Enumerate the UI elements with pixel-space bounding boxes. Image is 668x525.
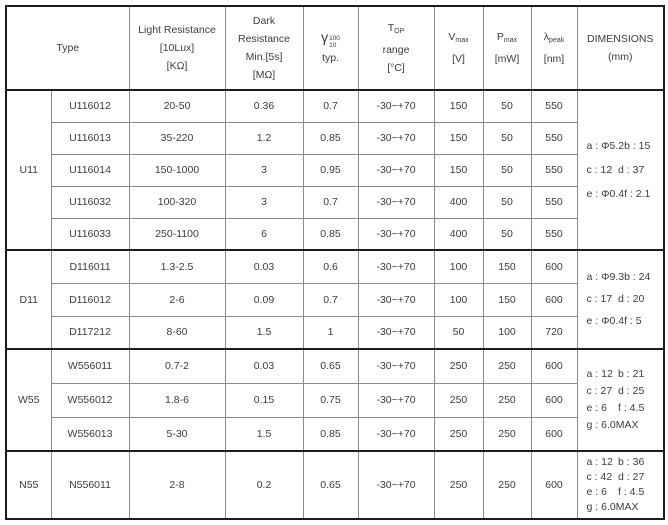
dimension-value: b : 24 bbox=[624, 271, 651, 283]
cell-pmax: 50 bbox=[483, 122, 531, 154]
dimension-value: e : 6 bbox=[586, 402, 607, 414]
dimension-value: a : Φ5.2 bbox=[586, 139, 625, 152]
header-line bbox=[359, 19, 434, 41]
dimension-value: f : 5 bbox=[624, 315, 642, 327]
header-line: Type bbox=[56, 42, 80, 54]
header-line: [MΩ] bbox=[252, 69, 276, 81]
cell-top: -30~+70 bbox=[358, 154, 434, 186]
cell-light: 150-1000 bbox=[129, 154, 225, 186]
row-N556011 bbox=[6, 451, 664, 519]
row-W556013 bbox=[6, 417, 664, 451]
vmax-base: V bbox=[448, 31, 456, 43]
cell-light: 1.3-2.5 bbox=[129, 250, 225, 283]
dimension-value: e : 6 bbox=[586, 486, 607, 498]
cell-pmax: 100 bbox=[483, 316, 531, 349]
cell-lambda: 600 bbox=[531, 383, 577, 417]
dimension-value: b : 21 bbox=[618, 368, 645, 380]
cell-gamma: 0.85 bbox=[303, 218, 358, 250]
cell-lambda: 600 bbox=[531, 250, 577, 283]
cell-pmax: 250 bbox=[483, 349, 531, 383]
dimension-line bbox=[587, 500, 659, 515]
cell-dark: 0.36 bbox=[225, 90, 303, 122]
row-U116013 bbox=[6, 122, 664, 154]
gamma-ratio bbox=[329, 35, 340, 49]
cell-top: -30~+70 bbox=[358, 383, 434, 417]
cell-model: D117212 bbox=[51, 316, 129, 349]
cell-model: N556011 bbox=[51, 451, 129, 519]
cell-dark: 0.15 bbox=[225, 383, 303, 417]
row-U116014 bbox=[6, 154, 664, 186]
col-header-gamma bbox=[303, 6, 358, 90]
dimensions-cell bbox=[577, 90, 664, 250]
header-line: Min.[5s] bbox=[245, 51, 283, 63]
header-line: typ. bbox=[322, 52, 339, 64]
dimension-value: a : Φ9.3 bbox=[586, 271, 625, 283]
cell-model: U116012 bbox=[51, 90, 129, 122]
header-line: range bbox=[382, 44, 410, 56]
cell-gamma: 0.7 bbox=[303, 90, 358, 122]
cell-lambda: 600 bbox=[531, 349, 577, 383]
cell-top: -30~+70 bbox=[358, 417, 434, 451]
dimension-value: g : 6.0MAX bbox=[586, 501, 639, 513]
dimension-value: d : 25 bbox=[618, 385, 645, 397]
cell-light: 250-1100 bbox=[129, 218, 225, 250]
group-name-cell: N55 bbox=[6, 451, 51, 519]
col-header-dark-resistance bbox=[225, 6, 303, 90]
dimension-line bbox=[587, 163, 659, 178]
cell-lambda: 600 bbox=[531, 283, 577, 316]
col-header-light-resistance bbox=[129, 6, 225, 90]
cell-model: W556011 bbox=[51, 349, 129, 383]
cell-top: -30~+70 bbox=[358, 90, 434, 122]
cell-dark: 3 bbox=[225, 186, 303, 218]
cell-pmax: 150 bbox=[483, 250, 531, 283]
dimension-value: f : 2.1 bbox=[624, 187, 651, 200]
dimension-value: f : 4.5 bbox=[618, 402, 645, 414]
cell-top: -30~+70 bbox=[358, 218, 434, 250]
dimension-value: d : 37 bbox=[618, 163, 645, 176]
dimension-value: b : 36 bbox=[618, 456, 645, 468]
header-line: Resistance bbox=[238, 33, 290, 45]
cell-vmax: 400 bbox=[434, 186, 483, 218]
cell-vmax: 400 bbox=[434, 218, 483, 250]
cell-top: -30~+70 bbox=[358, 186, 434, 218]
cell-light: 100-320 bbox=[129, 186, 225, 218]
row-W556012 bbox=[6, 383, 664, 417]
cell-vmax: 50 bbox=[434, 316, 483, 349]
cell-lambda: 550 bbox=[531, 122, 577, 154]
cell-dark: 6 bbox=[225, 218, 303, 250]
vmax-sub: max bbox=[455, 37, 469, 44]
dimension-value: d : 27 bbox=[618, 471, 645, 483]
cell-gamma: 0.65 bbox=[303, 349, 358, 383]
cell-gamma: 0.7 bbox=[303, 283, 358, 316]
cell-pmax: 250 bbox=[483, 417, 531, 451]
dimension-line bbox=[587, 314, 659, 329]
dimension-line bbox=[587, 418, 659, 433]
header-line: [10Lux] bbox=[159, 42, 195, 54]
cell-model: U116014 bbox=[51, 154, 129, 186]
header-line: [V] bbox=[452, 53, 465, 65]
pmax-base: P bbox=[496, 31, 504, 43]
header-line bbox=[484, 28, 531, 50]
dimension-value: e : Φ0.4 bbox=[586, 187, 625, 200]
dimension-line bbox=[587, 292, 659, 307]
group-name-cell: U11 bbox=[6, 90, 51, 250]
cell-lambda: 550 bbox=[531, 186, 577, 218]
dimension-value: c : 42 bbox=[586, 471, 613, 483]
col-header-type bbox=[6, 6, 129, 90]
cell-pmax: 150 bbox=[483, 283, 531, 316]
gamma-symbol: γ bbox=[321, 29, 329, 45]
dimension-line bbox=[587, 470, 659, 485]
dimension-line bbox=[587, 401, 659, 416]
cell-top: -30~+70 bbox=[358, 283, 434, 316]
dimension-value: c : 12 bbox=[586, 163, 613, 176]
cell-vmax: 150 bbox=[434, 154, 483, 186]
cell-dark: 0.09 bbox=[225, 283, 303, 316]
top-sub: OP bbox=[394, 28, 405, 35]
group-name-cell: D11 bbox=[6, 250, 51, 349]
dimension-value: e : Φ0.4 bbox=[586, 315, 625, 327]
row-D117212 bbox=[6, 316, 664, 349]
header-line bbox=[532, 28, 577, 50]
cell-top: -30~+70 bbox=[358, 316, 434, 349]
cell-model: D116011 bbox=[51, 250, 129, 283]
row-U116012 bbox=[6, 90, 664, 122]
cell-model: U116013 bbox=[51, 122, 129, 154]
cell-model: D116012 bbox=[51, 283, 129, 316]
header-line: [mW] bbox=[494, 53, 520, 65]
lambda-sub: peak bbox=[549, 37, 565, 44]
gamma-sub: 10 bbox=[329, 42, 337, 49]
col-header-dimensions bbox=[577, 6, 664, 90]
dimension-line bbox=[587, 270, 659, 285]
cell-vmax: 250 bbox=[434, 451, 483, 519]
dimension-value: b : 15 bbox=[624, 139, 651, 152]
dimension-line bbox=[587, 139, 659, 154]
dimension-value: g : 6.0MAX bbox=[586, 419, 639, 431]
col-header-lambda-peak bbox=[531, 6, 577, 90]
dimension-value: d : 20 bbox=[618, 293, 645, 305]
spec-table bbox=[5, 5, 665, 520]
cell-lambda: 600 bbox=[531, 417, 577, 451]
cell-model: W556012 bbox=[51, 383, 129, 417]
cell-vmax: 150 bbox=[434, 122, 483, 154]
cell-top: -30~+70 bbox=[358, 349, 434, 383]
pmax-sub: max bbox=[503, 37, 518, 44]
cell-vmax: 250 bbox=[434, 417, 483, 451]
cell-light: 5-30 bbox=[129, 417, 225, 451]
header-line: DIMENSIONS bbox=[587, 33, 654, 45]
cell-light: 20-50 bbox=[129, 90, 225, 122]
col-header-pmax bbox=[483, 6, 531, 90]
dimension-line bbox=[587, 384, 659, 399]
dimension-line bbox=[587, 455, 659, 470]
cell-gamma: 1 bbox=[303, 316, 358, 349]
header-line bbox=[304, 29, 358, 49]
top-base: T bbox=[387, 22, 395, 34]
dimension-value: a : 12 bbox=[586, 456, 613, 468]
cell-top: -30~+70 bbox=[358, 250, 434, 283]
cell-model: W556013 bbox=[51, 417, 129, 451]
cell-pmax: 250 bbox=[483, 451, 531, 519]
dimension-value: a : 12 bbox=[586, 368, 613, 380]
cell-gamma: 0.6 bbox=[303, 250, 358, 283]
cell-model: U116032 bbox=[51, 186, 129, 218]
cell-pmax: 50 bbox=[483, 90, 531, 122]
cell-top: -30~+70 bbox=[358, 122, 434, 154]
cell-vmax: 100 bbox=[434, 283, 483, 316]
cell-dark: 1.5 bbox=[225, 417, 303, 451]
table-body bbox=[6, 90, 664, 519]
row-D116012 bbox=[6, 283, 664, 316]
cell-gamma: 0.7 bbox=[303, 186, 358, 218]
cell-dark: 3 bbox=[225, 154, 303, 186]
cell-gamma: 0.95 bbox=[303, 154, 358, 186]
cell-light: 35-220 bbox=[129, 122, 225, 154]
cell-lambda: 550 bbox=[531, 90, 577, 122]
cell-gamma: 0.65 bbox=[303, 451, 358, 519]
gamma-sup: 100 bbox=[329, 35, 340, 42]
cell-pmax: 50 bbox=[483, 218, 531, 250]
cell-lambda: 600 bbox=[531, 451, 577, 519]
cell-light: 2-6 bbox=[129, 283, 225, 316]
row-U116033 bbox=[6, 218, 664, 250]
lambda-base: λ bbox=[543, 31, 550, 43]
cell-light: 1.8-6 bbox=[129, 383, 225, 417]
dimension-value: c : 17 bbox=[586, 293, 613, 305]
cell-light: 0.7-2 bbox=[129, 349, 225, 383]
cell-vmax: 150 bbox=[434, 90, 483, 122]
cell-lambda: 550 bbox=[531, 218, 577, 250]
header-line: Dark bbox=[252, 15, 276, 27]
cell-gamma: 0.75 bbox=[303, 383, 358, 417]
dimension-value: f : 4.5 bbox=[618, 486, 645, 498]
cell-vmax: 250 bbox=[434, 383, 483, 417]
header-line: [nm] bbox=[543, 53, 565, 65]
cell-light: 2-8 bbox=[129, 451, 225, 519]
cell-dark: 0.03 bbox=[225, 250, 303, 283]
header-line: (mm) bbox=[608, 51, 633, 63]
cell-lambda: 720 bbox=[531, 316, 577, 349]
cell-dark: 1.2 bbox=[225, 122, 303, 154]
group-name-cell: W55 bbox=[6, 349, 51, 451]
dimensions-cell bbox=[577, 349, 664, 451]
cell-light: 8-60 bbox=[129, 316, 225, 349]
dimension-line bbox=[587, 367, 659, 382]
dimensions-cell bbox=[577, 250, 664, 349]
header-line: [KΩ] bbox=[166, 60, 188, 72]
dimension-line bbox=[587, 485, 659, 500]
cell-dark: 0.03 bbox=[225, 349, 303, 383]
col-header-vmax bbox=[434, 6, 483, 90]
cell-model: U116033 bbox=[51, 218, 129, 250]
cell-dark: 1.5 bbox=[225, 316, 303, 349]
dimension-line bbox=[587, 187, 659, 202]
header-line: Light Resistance bbox=[138, 24, 216, 36]
header-row bbox=[6, 6, 664, 90]
row-D116011 bbox=[6, 250, 664, 283]
cell-pmax: 50 bbox=[483, 154, 531, 186]
row-U116032 bbox=[6, 186, 664, 218]
row-W556011 bbox=[6, 349, 664, 383]
header-line: [°C] bbox=[387, 62, 405, 74]
dimensions-cell bbox=[577, 451, 664, 519]
dimension-value: c : 27 bbox=[586, 385, 613, 397]
cell-pmax: 250 bbox=[483, 383, 531, 417]
cell-lambda: 550 bbox=[531, 154, 577, 186]
cell-vmax: 250 bbox=[434, 349, 483, 383]
cell-gamma: 0.85 bbox=[303, 417, 358, 451]
col-header-top-range bbox=[358, 6, 434, 90]
cell-gamma: 0.85 bbox=[303, 122, 358, 154]
cell-vmax: 100 bbox=[434, 250, 483, 283]
cell-pmax: 50 bbox=[483, 186, 531, 218]
cell-top: -30~+70 bbox=[358, 451, 434, 519]
header-line bbox=[435, 28, 483, 50]
cell-dark: 0.2 bbox=[225, 451, 303, 519]
